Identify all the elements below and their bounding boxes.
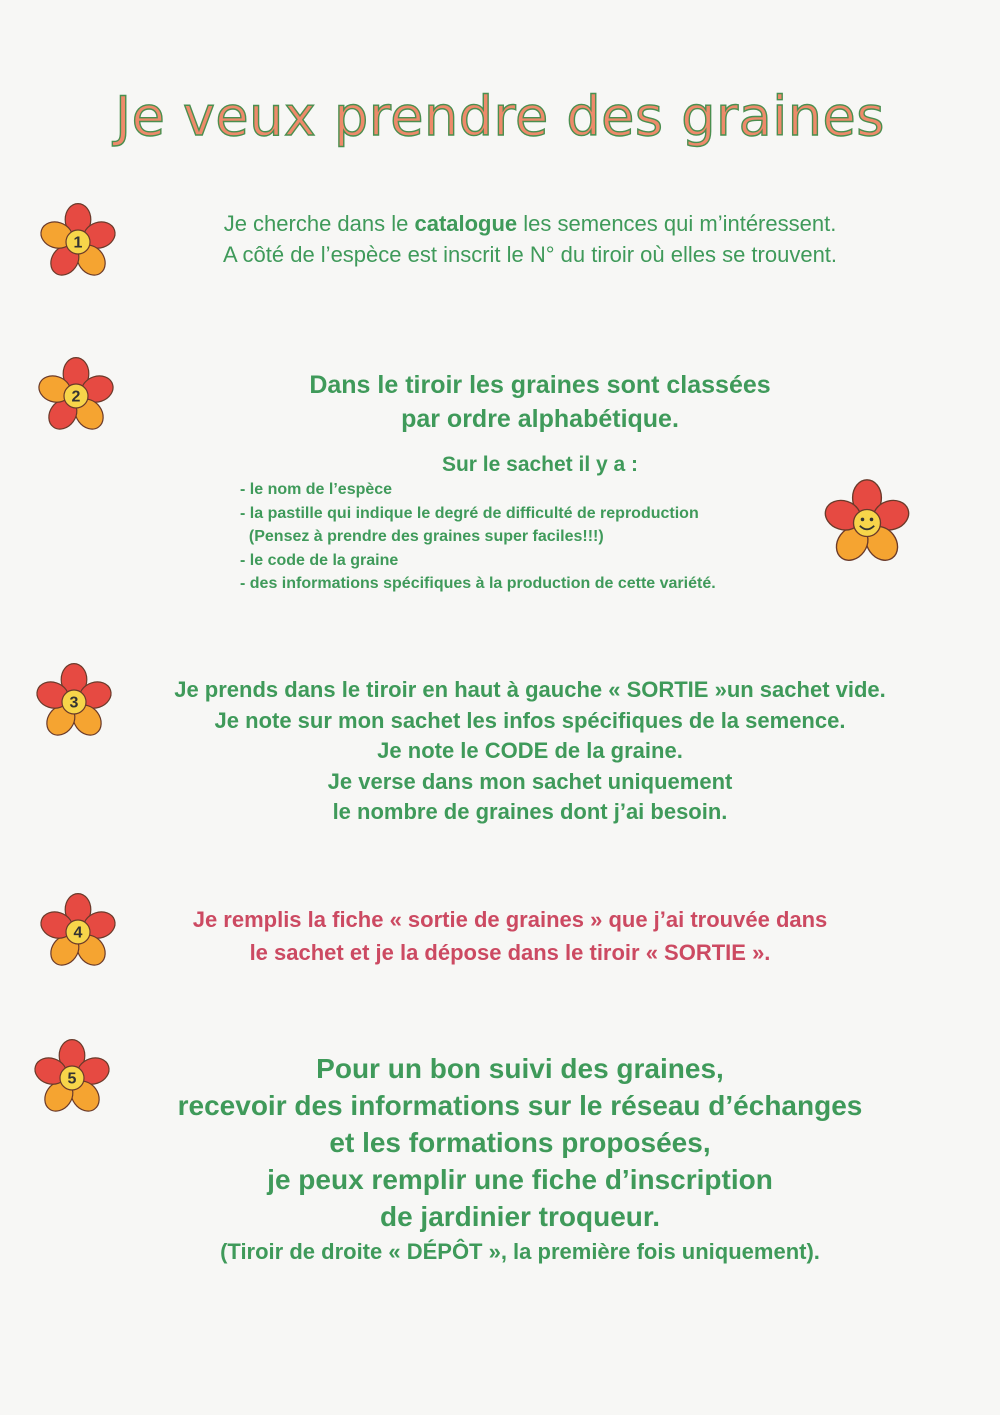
step-number: 4	[73, 924, 83, 942]
step-number: 5	[67, 1070, 77, 1088]
step-1-text: Je cherche dans le catalogue les semences qui m’intéressent. A côté de l’espèce est inscrit le N° du tiroir où elles se trouvent.	[222, 211, 838, 267]
step-number: 1	[73, 234, 83, 252]
list-item: - le code de la graine	[240, 551, 399, 569]
list-item: (Pensez à prendre des graines super faciles!!!)	[240, 528, 604, 545]
list-item: - la pastille qui indique le degré de difficulté de reproduction	[240, 504, 699, 522]
page-title: Je veux prendre des graines	[115, 85, 885, 148]
step-2-text: Dans le tiroir les graines sont classées par ordre alphabétique.	[309, 371, 771, 433]
step-5-text: Pour un bon suivi des graines, recevoir des informations sur le réseau d’échanges et les formations proposées, je peux remplir une fiche d’inscription de jardinier troqueur. (Tiroir de droite « DÉPÔT », la première fois uniquement).	[100, 1050, 940, 1269]
step-4-text: Je remplis la fiche « sortie de graines » que j’ai trouvée dans le sachet et je la dépose dans le tiroir « SORTIE ».	[192, 907, 828, 965]
list-item: - des informations spécifiques à la production de cette variété.	[240, 575, 716, 592]
smiling-flower-icon	[822, 478, 912, 568]
step-number: 2	[71, 388, 81, 406]
step-number: 3	[69, 694, 79, 712]
list-item: - le nom de l’espèce	[240, 481, 393, 498]
step-3-text: Je prends dans le tiroir en haut à gauche « SORTIE »un sachet vide. Je note sur mon sachet les infos spécifiques de la semence. Je note le CODE de la graine. Je verse dans mon sachet uniquement le nombre de graines dont j’ai besoin.	[174, 677, 886, 824]
flower-number-2-icon	[36, 356, 116, 436]
step-2-subheading: Sur le sachet il y a :	[441, 453, 639, 476]
step-2-list	[240, 478, 840, 596]
step-5-note: (Tiroir de droite « DÉPÔT », la première fois uniquement).	[220, 1239, 820, 1264]
